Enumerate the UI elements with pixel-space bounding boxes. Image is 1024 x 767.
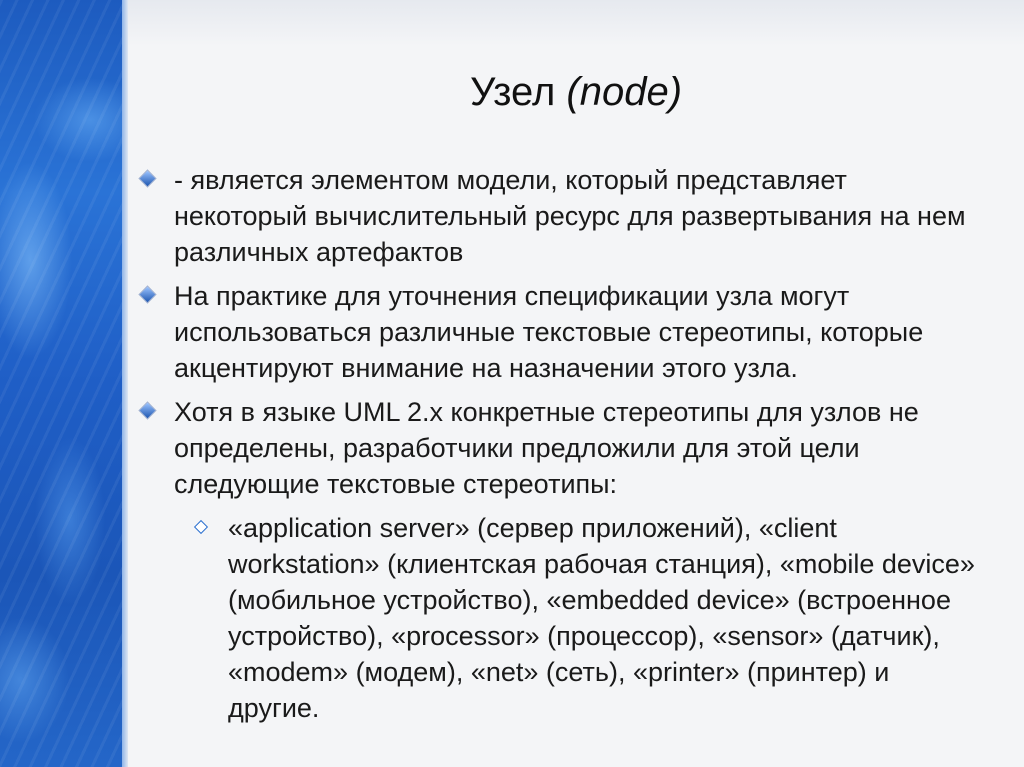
slide-content (140, 162, 980, 726)
slide-title (128, 68, 1024, 116)
sub-bullet-item (140, 510, 980, 726)
side-decoration-band (0, 0, 128, 767)
sub-bullet-text: «application server» (сервер приложений), «client workstation» (клиентская рабочая станция), «mobile device» (мобильное устройство), «embedded device» (встроенное устройство), «processor» (процессор), «sensor» (датчик), «modem» (модем), «net» (сеть), «printer» (принтер) и другие. (228, 513, 975, 723)
bullet-item (140, 162, 980, 270)
bullet-text: На практике для уточнения спецификации узла могут использоваться различные текстовые стереотипы, которые акцентируют внимание на назначении этого узла. (174, 281, 924, 383)
bullet-item (140, 394, 980, 502)
diamond-bullet-icon (140, 403, 156, 419)
title-main: Узел (469, 70, 567, 114)
bullet-text: Хотя в языке UML 2.x конкретные стереотипы для узлов не определены, разработчики предложили для этой цели следующие текстовые стереотипы: (174, 397, 919, 499)
diamond-bullet-icon (140, 287, 156, 303)
bullet-item (140, 278, 980, 386)
hollow-diamond-bullet-icon (194, 520, 208, 534)
top-strip (0, 0, 1024, 46)
diamond-bullet-icon (140, 171, 156, 187)
bullet-text: - является элементом модели, который представляет некоторый вычислительный ресурс для развертывания на нем различных артефактов (174, 165, 966, 267)
title-english: (node) (566, 70, 683, 114)
